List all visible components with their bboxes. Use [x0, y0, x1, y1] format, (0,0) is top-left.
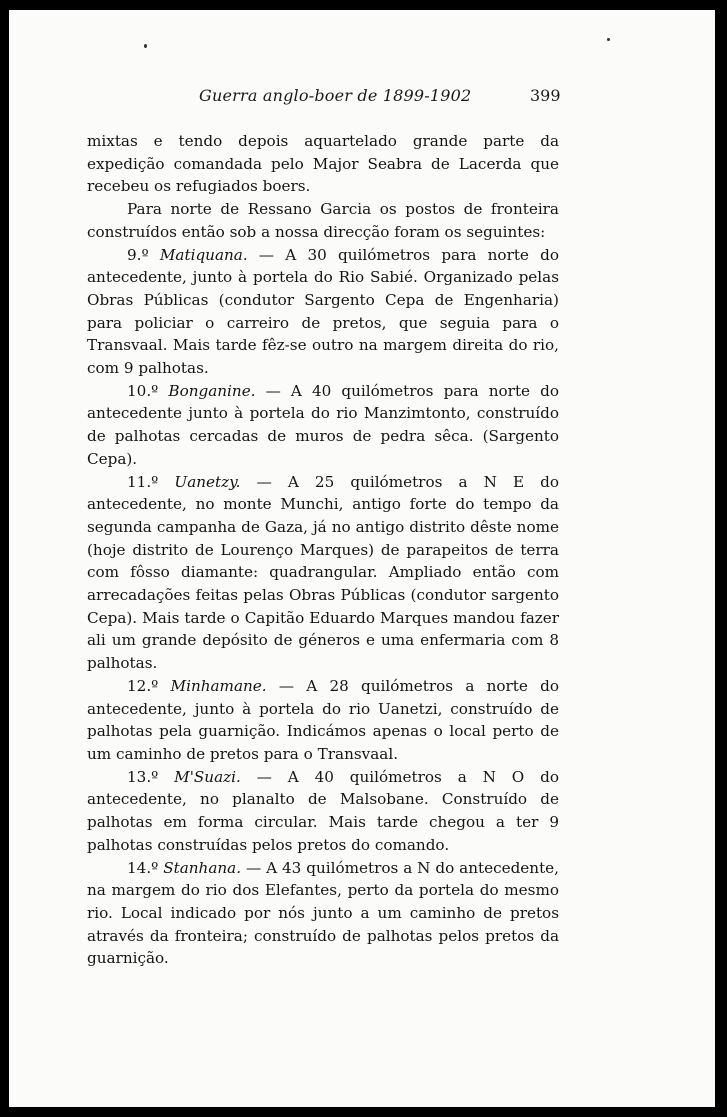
page-header: [9, 86, 715, 110]
entry-stanhana: [87, 857, 559, 971]
entry-place: Minhamane.: [170, 676, 267, 695]
paragraph-continuation: [87, 130, 559, 198]
entry-text: — A 30 quilómetros para norte do antecedente, junto à portela do Rio Sabié. Organizado pelas Obras Públicas (condutor Sargento Cepa de Engenharia) para policiar o carreiro de pretos, que seguia para o Transvaal. Mais tarde fêz-se outro na margem direita do rio, com 9 palhotas.: [87, 245, 560, 378]
entry-text: — A 25 quilómetros a N E do antecedente, no monte Munchi, antigo forte do tempo da segunda campanha de Gaza, já no antigo distrito dêste nome (hoje distrito de Lourenço Marques) de parapeitos de terra com fôsso diamante: quadrangular. Ampliado então com arrecadações feitas pelas Obras Públicas (condutor sargento Cepa). Mais tarde o Capitão Eduardo Marques mandou fazer ali um grande depósito de géneros e uma enfermaria com 8 palhotas.: [87, 472, 560, 673]
entry-msuazi: [87, 766, 559, 857]
entry-place: Stanhana.: [163, 858, 242, 877]
entry-place: Bonganine.: [168, 381, 256, 400]
entry-text: — A 28 quilómetros a norte do antecedente, junto à portela do rio Uanetzi, construído de palhotas pela guarnição. Indicámos apenas o local perto de um caminho de pretos para o Transvaal.: [87, 676, 559, 763]
entry-number: 10.º: [127, 381, 159, 400]
entry-text: — A 40 quilómetros para norte do antecedente junto à portela do rio Manzimtonto, construído de palhotas cercadas de muros de pedra sêca. (Sargento Cepa).: [87, 381, 560, 468]
entry-number: 13.º: [127, 767, 159, 786]
entry-uanetzy: [87, 471, 559, 675]
entry-number: 11.º: [127, 472, 159, 491]
book-page: [9, 10, 715, 1107]
body-text: [87, 130, 559, 970]
paper-speck: [607, 38, 610, 41]
entry-text: — A 40 quilómetros a N O do antecedente, no planalto de Malsobane. Construído de palhotas em forma circular. Mais tarde chegou a ter 9 palhotas construídas pelos pretos do comando.: [87, 767, 559, 854]
entry-minhamane: [87, 675, 559, 766]
entry-matiquana: [87, 244, 559, 380]
paragraph-intro: [87, 198, 559, 243]
entry-place: M'Suazi.: [174, 767, 241, 786]
entry-place: Uanetzy.: [174, 472, 241, 491]
page-number: 399: [530, 86, 561, 105]
entry-number: 14.º: [127, 858, 159, 877]
paragraph-text: mixtas e tendo depois aquartelado grande parte da expedição comandada pelo Major Seabra de Lacerda que recebeu os refugiados boers.: [87, 132, 559, 196]
entry-number: 9.º: [127, 245, 149, 264]
entry-number: 12.º: [127, 676, 159, 695]
running-title: Guerra anglo-boer de 1899-1902: [199, 86, 472, 105]
paper-speck: [144, 44, 147, 48]
paragraph-text: Para norte de Ressano Garcia os postos de fronteira construídos então sob a nossa direcção foram os seguintes:: [87, 200, 559, 241]
entry-bonganine: [87, 380, 559, 471]
entry-text: — A 43 quilómetros a N do antecedente, na margem do rio dos Elefantes, perto da portela do mesmo rio. Local indicado por nós junto a um caminho de pretos através da fronteira; construído de palhotas pelos pretos da guarnição.: [87, 858, 559, 968]
entry-place: Matiquana.: [159, 245, 248, 264]
